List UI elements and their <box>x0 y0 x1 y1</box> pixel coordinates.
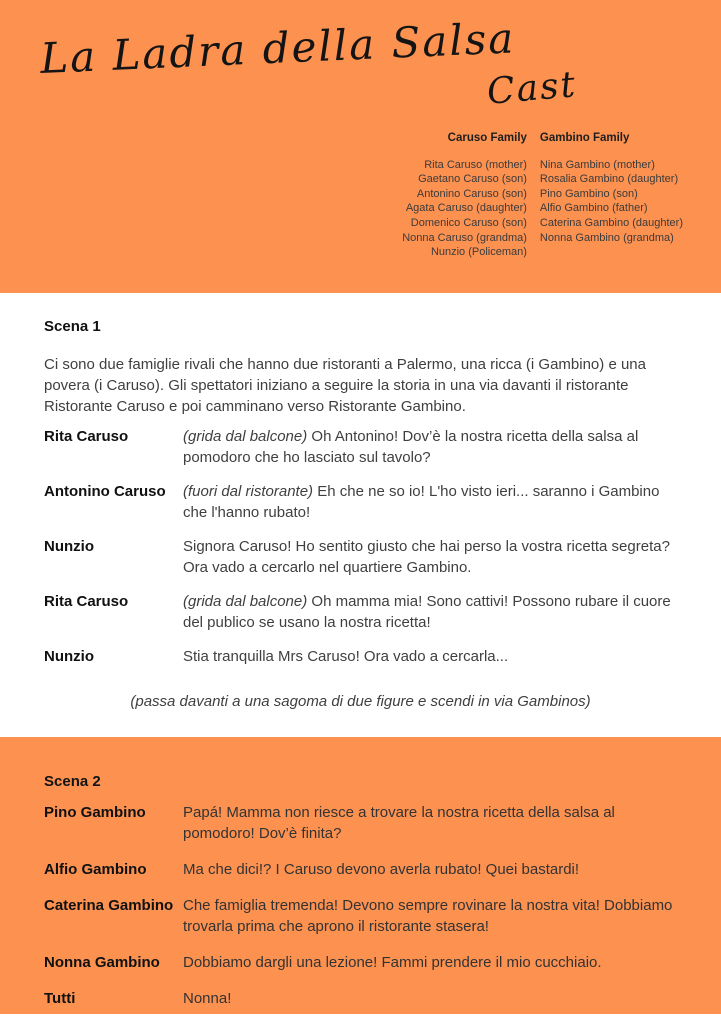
speech-body: Oh Antonino! Dov’è la nostra ricetta della salsa al pomodoro che ho lasciato sul tavolo? <box>183 428 639 466</box>
caruso-family-header: Caruso Family <box>447 132 527 144</box>
cast-member: Nunzio (Policeman) <box>430 246 527 259</box>
speech-body: Papá! Mamma non riesce a trovare la nostra ricetta della salsa al pomodoro! Dov’è finita? <box>183 804 615 842</box>
dialogue-row <box>44 481 677 523</box>
cast-member: Pino Gambino (son) <box>539 187 638 200</box>
scene1-section <box>0 293 721 737</box>
speech-text <box>183 591 677 633</box>
speech-body: Stia tranquilla Mrs Caruso! Ora vado a cercarla... <box>183 648 509 665</box>
speech-text <box>183 859 677 880</box>
speaker-name: Nonna Gambino <box>44 954 160 971</box>
bottom-margin-strip <box>0 1014 721 1023</box>
header-band <box>0 0 721 293</box>
cast-member: Nonna Gambino (grandma) <box>539 231 674 244</box>
speech-body: Nonna! <box>183 990 232 1007</box>
dialogue-row <box>44 988 677 1009</box>
dialogue-row <box>44 646 677 667</box>
dialogue-row <box>44 426 677 468</box>
cast-member: Domenico Caruso (son) <box>410 216 527 229</box>
scene1-heading: Scena 1 <box>44 318 101 335</box>
speech-text <box>183 988 677 1009</box>
dialogue-row <box>44 952 677 973</box>
speaker-name: Caterina Gambino <box>44 897 174 914</box>
scene1-intro-paragraph: Ci sono due famiglie rivali che hanno due ristoranti a Palermo, una ricca (i Gambino) e una povera (i Caruso). Gli spettatori iniziano a seguire la storia in una via davanti il ristorante Ristorante Caruso e poi camminano verso Ristorante Gambino. <box>44 356 646 415</box>
dialogue-row <box>44 895 677 937</box>
speech-text <box>183 646 677 667</box>
speech-text <box>183 481 677 523</box>
speech-text <box>183 895 677 937</box>
cast-member: Nina Gambino (mother) <box>539 158 655 171</box>
dialogue-row <box>44 859 677 880</box>
stage-direction-inline: (grida dal balcone) <box>183 428 308 445</box>
speech-body: Ma che dici!? I Caruso devono averla rubato! Quei bastardi! <box>183 861 580 878</box>
cast-member: Gaetano Caruso (son) <box>418 173 527 186</box>
speech-body: Che famiglia tremenda! Devono sempre rovinare la nostra vita! Dobbiamo trovarla prima che aprono il ristorante stasera! <box>183 897 673 935</box>
speaker-name: Antonino Caruso <box>44 483 166 500</box>
speech-body: Signora Caruso! Ho sentito giusto che hai perso la vostra ricetta segreta? Ora vado a cercarlo nel quartiere Gambino. <box>183 538 670 576</box>
cast-list <box>402 131 683 260</box>
cast-member: Nonna Caruso (grandma) <box>402 231 527 244</box>
cast-member: Rita Caruso (mother) <box>424 158 527 171</box>
speech-body: Oh mamma mia! Sono cattivi! Possono rubare il cuore del publico se usano la nostra ricetta! <box>183 593 671 631</box>
speaker-name: Tutti <box>44 990 76 1007</box>
dialogue-row <box>44 536 677 578</box>
cast-member: Caterina Gambino (daughter) <box>539 216 683 229</box>
cast-member: Rosalia Gambino (daughter) <box>539 173 679 186</box>
speaker-name: Rita Caruso <box>44 428 129 445</box>
speaker-name: Nunzio <box>44 648 94 665</box>
speaker-name: Rita Caruso <box>44 593 129 610</box>
cast-member: Alfio Gambino (father) <box>539 202 648 215</box>
cast-column-gambino <box>540 131 683 260</box>
cast-member: Agata Caruso (daughter) <box>405 202 527 215</box>
dialogue-row <box>44 591 677 633</box>
cast-subtitle: Cast <box>485 64 579 113</box>
document-title: La Ladra della Salsa <box>39 13 517 84</box>
cast-column-caruso <box>402 131 527 260</box>
stage-direction-inline: (fuori dal ristorante) <box>183 483 314 500</box>
speech-text <box>183 426 677 468</box>
speech-body: Eh che ne so io! L'ho visto ieri... saranno i Gambino che l'hanno rubato! <box>183 483 660 521</box>
speaker-name: Nunzio <box>44 538 94 555</box>
scene2-heading: Scena 2 <box>44 773 101 790</box>
speaker-name: Alfio Gambino <box>44 861 147 878</box>
speech-text <box>183 536 677 578</box>
gambino-family-header: Gambino Family <box>539 132 630 144</box>
speech-body: Dobbiamo dargli una lezione! Fammi prendere il mio cucchiaio. <box>183 954 602 971</box>
stage-direction-inline: (grida dal balcone) <box>183 593 308 610</box>
speaker-name: Pino Gambino <box>44 804 146 821</box>
cast-member: Antonino Caruso (son) <box>416 187 527 200</box>
dialogue-row <box>44 802 677 844</box>
scene2-section <box>0 737 721 1014</box>
speech-text <box>183 802 677 844</box>
scene1-stage-direction: (passa davanti a una sagoma di due figure e scendi in via Gambinos) <box>130 693 591 710</box>
speech-text <box>183 952 677 973</box>
